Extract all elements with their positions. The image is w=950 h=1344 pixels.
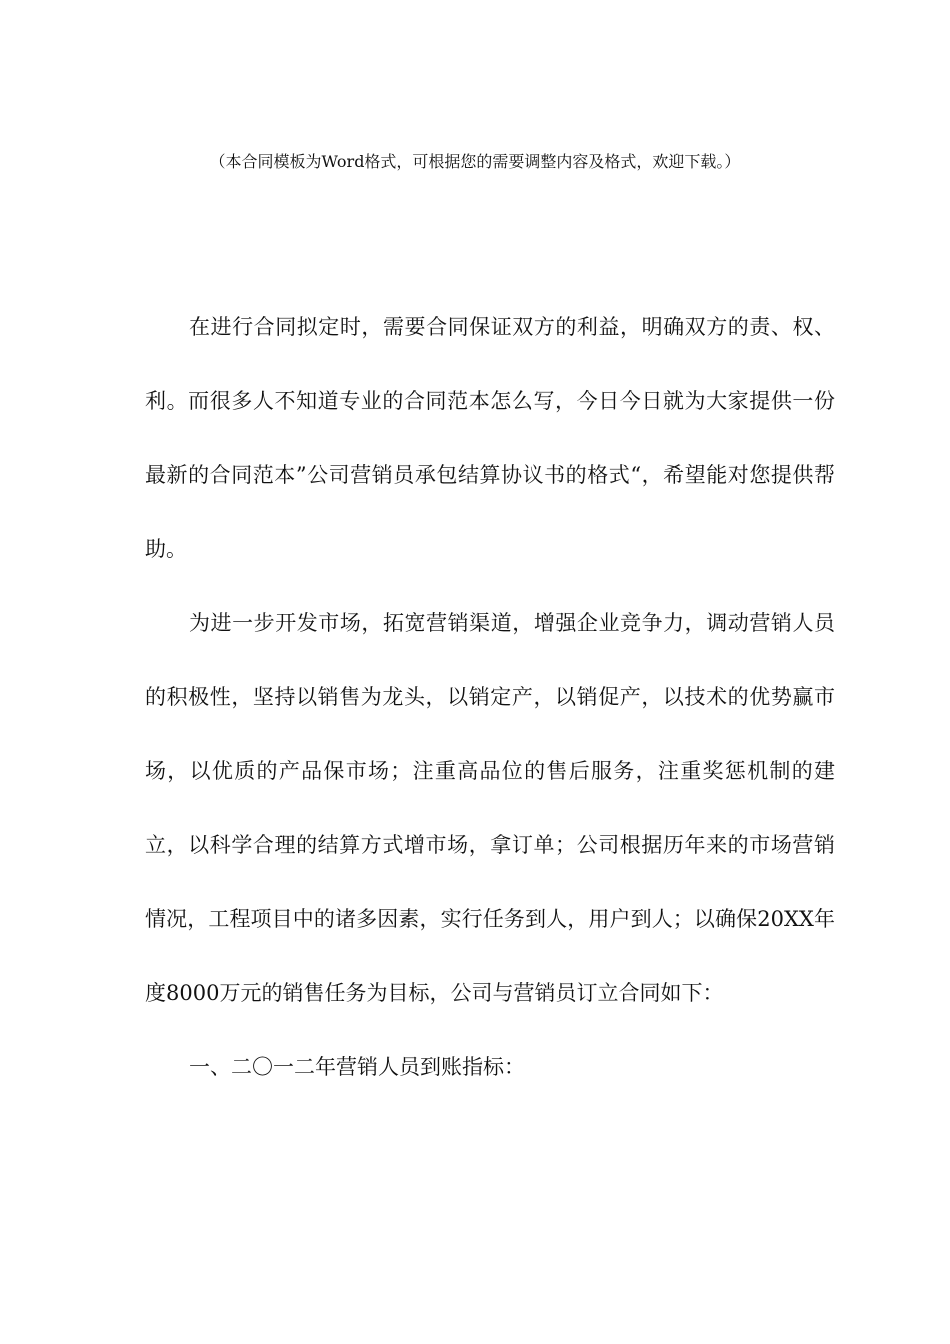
section-heading-1: 一、二〇一二年营销人员到账指标：: [189, 1055, 525, 1079]
intro-paragraph: 在进行合同拟定时，需要合同保证双方的利益，明确双方的责、权、利。而很多人不知道专业的合同范本怎么写，今日今日就为大家提供一份最新的合同范本”公司营销员承包结算协议书的格式“，希望能对您提供帮助。: [145, 315, 835, 561]
template-note: （本合同模板为Word格式，可根据您的需要调整内容及格式，欢迎下载。）: [209, 152, 741, 171]
purpose-paragraph: 为进一步开发市场，拓宽营销渠道，增强企业竞争力，调动营销人员的积极性，坚持以销售为龙头，以销定产，以销促产，以技术的优势赢市场，以优质的产品保市场；注重高品位的售后服务，注重奖惩机制的建立，以科学合理的结算方式增市场，拿订单；公司根据历年来的市场营销情况，工程项目中的诸多因素，实行任务到人，用户到人；以确保20XX年度8000万元的销售任务为目标，公司与营销员订立合同如下：: [145, 611, 835, 1005]
document-body: [145, 290, 835, 1104]
